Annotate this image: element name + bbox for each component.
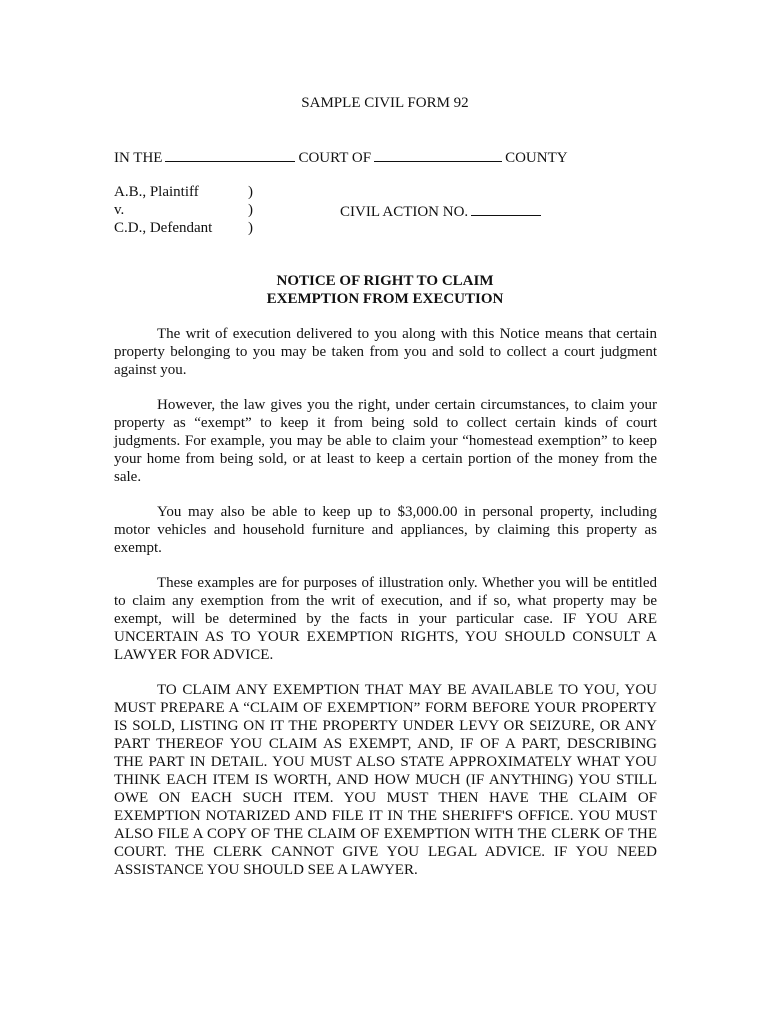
- plaintiff-label: A.B., Plaintiff: [114, 184, 199, 200]
- paragraph-writ-of-execution: The writ of execution delivered to you along with this Notice means that certain property belonging to you may be taken from you and sold to collect a court judgment against you.: [114, 326, 657, 378]
- paragraph-how-to-claim: TO CLAIM ANY EXEMPTION THAT MAY BE AVAILABLE TO YOU, YOU MUST PREPARE A “CLAIM OF EXEMPTION” FORM BEFORE YOUR PROPERTY IS SOLD, LISTING ON IT THE PROPERTY UNDER LEVY OR SEIZURE, OR ANY PART THEREOF YOU CLAIM AS EXEMPT, AND, IF OF A PART, DESCRIBING THE PART IN DETAIL. YOU MUST ALSO STATE APPROXIMATELY WHAT YOU THINK EACH ITEM IS WORTH, AND HOW MUCH (IF ANYTHING) YOU STILL OWE ON EACH SUCH ITEM. YOU MUST THEN HAVE THE CLAIM OF EXEMPTION NOTARIZED AND FILE IT IN THE SHERIFF'S OFFICE. YOU MUST ALSO FILE A COPY OF THE CLAIM OF EXEMPTION WITH THE CLERK OF THE COURT. THE CLERK CANNOT GIVE YOU LEGAL ADVICE. IF YOU NEED ASSISTANCE YOU SHOULD SEE A LAWYER.: [114, 682, 657, 878]
- case-caption: [114, 183, 674, 237]
- civil-action-label: CIVIL ACTION NO.: [340, 204, 469, 220]
- caption-row-versus: [114, 201, 674, 219]
- paragraph-personal-property: You may also be able to keep up to $3,000.00 in personal property, including motor vehicles and household furniture and appliances, by claiming this property as exempt.: [114, 504, 657, 556]
- court-line: [114, 147, 674, 167]
- county-label: COUNTY: [505, 150, 568, 166]
- caption-row-plaintiff: [114, 183, 674, 201]
- caption-paren: ): [248, 202, 253, 218]
- court-of-label: COURT OF: [298, 150, 372, 166]
- defendant-label: C.D., Defendant: [114, 220, 213, 236]
- notice-title: [0, 272, 770, 308]
- notice-title-line-2: EXEMPTION FROM EXECUTION: [266, 291, 504, 307]
- civil-action-no: [340, 201, 544, 221]
- county-name-blank: [374, 147, 502, 162]
- paragraph-illustration: These examples are for purposes of illustration only. Whether you will be entitled to claim any exemption from the writ of execution, and if so, what property may be exempt, will be determined by the facts in your particular case. IF YOU ARE UNCERTAIN AS TO YOUR EXEMPTION RIGHTS, YOU SHOULD CONSULT A LAWYER FOR ADVICE.: [114, 575, 657, 663]
- notice-body: [114, 325, 657, 896]
- caption-paren: ): [248, 184, 253, 200]
- court-name-blank: [165, 147, 295, 162]
- form-title: SAMPLE CIVIL FORM 92: [301, 95, 469, 111]
- notice-title-line-1: NOTICE OF RIGHT TO CLAIM: [276, 273, 494, 289]
- caption-row-defendant: [114, 219, 674, 237]
- versus-label: v.: [114, 202, 125, 218]
- caption-paren: ): [248, 220, 253, 236]
- in-the-label: IN THE: [114, 150, 163, 166]
- paragraph-right-to-claim: However, the law gives you the right, under certain circumstances, to claim your property as “exempt” to keep it from being sold to collect certain kinds of court judgments. For example, you may be able to claim your “homestead exemption” to keep your home from being sold, or at least to keep a certain portion of the money from the sale.: [114, 397, 657, 485]
- civil-action-number-blank: [471, 201, 541, 216]
